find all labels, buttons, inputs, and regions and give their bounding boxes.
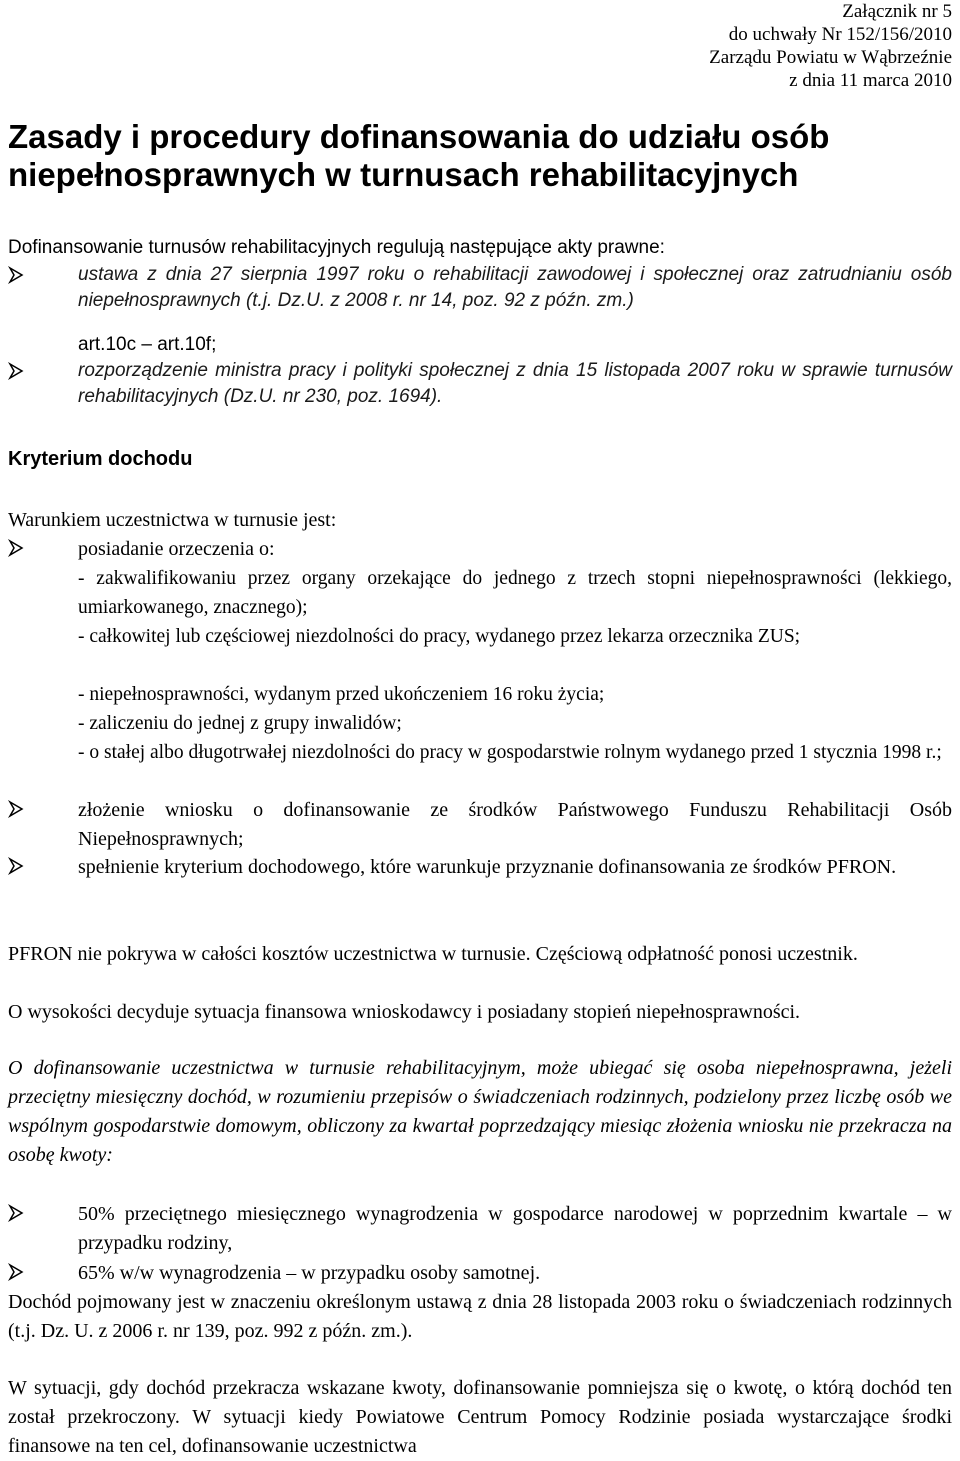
- legal-act-text: rozporządzenie ministra pracy i polityki społecznej z dnia 15 listopada 2007 roku w sprawie turnusów rehabilitacyjnych (Dz.U. nr 230, poz. 1694).: [78, 360, 952, 407]
- arrow-bullet-icon: [8, 800, 24, 818]
- conditions-intro: Warunkiem uczestnictwa w turnusie jest:: [8, 509, 337, 531]
- paragraph-eligibility: O dofinansowanie uczestnictwa w turnusie rehabilitacyjnym, może ubiegać się osoba niepełnosprawna, jeżeli przeciętny miesięczny dochód, w rozumieniu przepisów o świadczeniach rodzinnych, podzielony przez liczbę osób we wspólnym gospodarstwie domowym, obliczony za kwartał poprzedzający miesiąc złożenia wniosku nie przekracza na osobę kwoty:: [8, 1057, 952, 1166]
- certificate-item: - o stałej albo długotrwałej niezdolności do pracy w gospodarstwie rolnym wydanego przed 1 stycznia 1998 r.;: [78, 742, 942, 763]
- arrow-bullet-icon: [8, 1263, 24, 1281]
- paragraph-income-definition: Dochód pojmowany jest w znaczeniu określonym ustawą z dnia 28 listopada 2003 roku o świadczeniach rodzinnych (t.j. Dz. U. z 2006 r. nr 139, poz. 992 z późn. zm.).: [8, 1291, 952, 1342]
- paragraph-reduction: W sytuacji, gdy dochód przekracza wskazane kwoty, dofinansowanie pomniejsza się o kwotę, o którą dochód ten został przekroczony. W sytuacji kiedy Powiatowe Centrum Pomocy Rodzinie posiada wystarczające środki finansowe na ten cel, dofinansowanie uczestnictwa: [8, 1377, 952, 1457]
- legal-act-tail: art.10c – art.10f;: [78, 334, 217, 355]
- arrow-bullet-icon: [8, 539, 24, 557]
- certificate-item: - niepełnosprawności, wydanym przed ukończeniem 16 roku życia;: [78, 684, 605, 705]
- arrow-bullet-icon: [8, 358, 28, 380]
- arrow-bullet-icon: [8, 857, 24, 875]
- board-name: Zarządu Powiatu w Wąbrzeźnie: [709, 47, 952, 68]
- title-line-2: niepełnosprawnych w turnusach rehabilitacyjnych: [8, 156, 799, 193]
- condition-label: spełnienie kryterium dochodowego, które warunkuje przyznanie dofinansowania ze środków PFRON.: [78, 856, 897, 878]
- paragraph-pfron: PFRON nie pokrywa w całości kosztów uczestnictwa w turnusie. Częściową odpłatność ponosi uczestnik.: [8, 943, 858, 965]
- section-heading: Kryterium dochodu: [8, 448, 193, 470]
- condition-label: złożenie wniosku o dofinansowanie ze środków Państwowego Funduszu Rehabilitacji Osób Niepełnosprawnych;: [78, 799, 952, 850]
- arrow-bullet-icon: [8, 1204, 24, 1222]
- threshold-text: 50% przeciętnego miesięcznego wynagrodzenia w gospodarce narodowej w poprzednim kwartale – w przypadku rodziny,: [78, 1203, 952, 1254]
- attachment-header: [709, 0, 952, 92]
- threshold-text: 65% w/w wynagrodzenia – w przypadku osoby samotnej.: [78, 1262, 541, 1284]
- intro-text: Dofinansowanie turnusów rehabilitacyjnych regulują następujące akty prawne:: [8, 237, 665, 258]
- paragraph-amount: O wysokości decyduje sytuacja finansowa wnioskodawcy i posiadany stopień niepełnosprawności.: [8, 1001, 801, 1023]
- attachment-number: Załącznik nr 5: [842, 1, 952, 22]
- document-title: [8, 118, 952, 194]
- title-line-1: Zasady i procedury dofinansowania do udziału osób: [8, 118, 830, 155]
- certificate-item: - zakwalifikowaniu przez organy orzekające do jednego z trzech stopni niepełnosprawności (lekkiego, umiarkowanego, znacznego);: [78, 568, 952, 618]
- condition-label: posiadanie orzeczenia o:: [78, 538, 275, 560]
- resolution-date: z dnia 11 marca 2010: [789, 70, 952, 91]
- arrow-bullet-icon: [8, 262, 28, 284]
- certificate-item: - całkowitej lub częściowej niezdolności do pracy, wydanego przez lekarza orzecznika ZUS;: [78, 626, 801, 647]
- resolution-number: do uchwały Nr 152/156/2010: [728, 24, 952, 45]
- certificate-item: - zaliczeniu do jednej z grupy inwalidów;: [78, 713, 402, 734]
- legal-act-text: ustawa z dnia 27 sierpnia 1997 roku o rehabilitacji zawodowej i społecznej oraz zatrudnianiu osób niepełnosprawnych (t.j. Dz.U. z 2008 r. nr 14, poz. 92 z późn. zm.): [78, 264, 952, 311]
